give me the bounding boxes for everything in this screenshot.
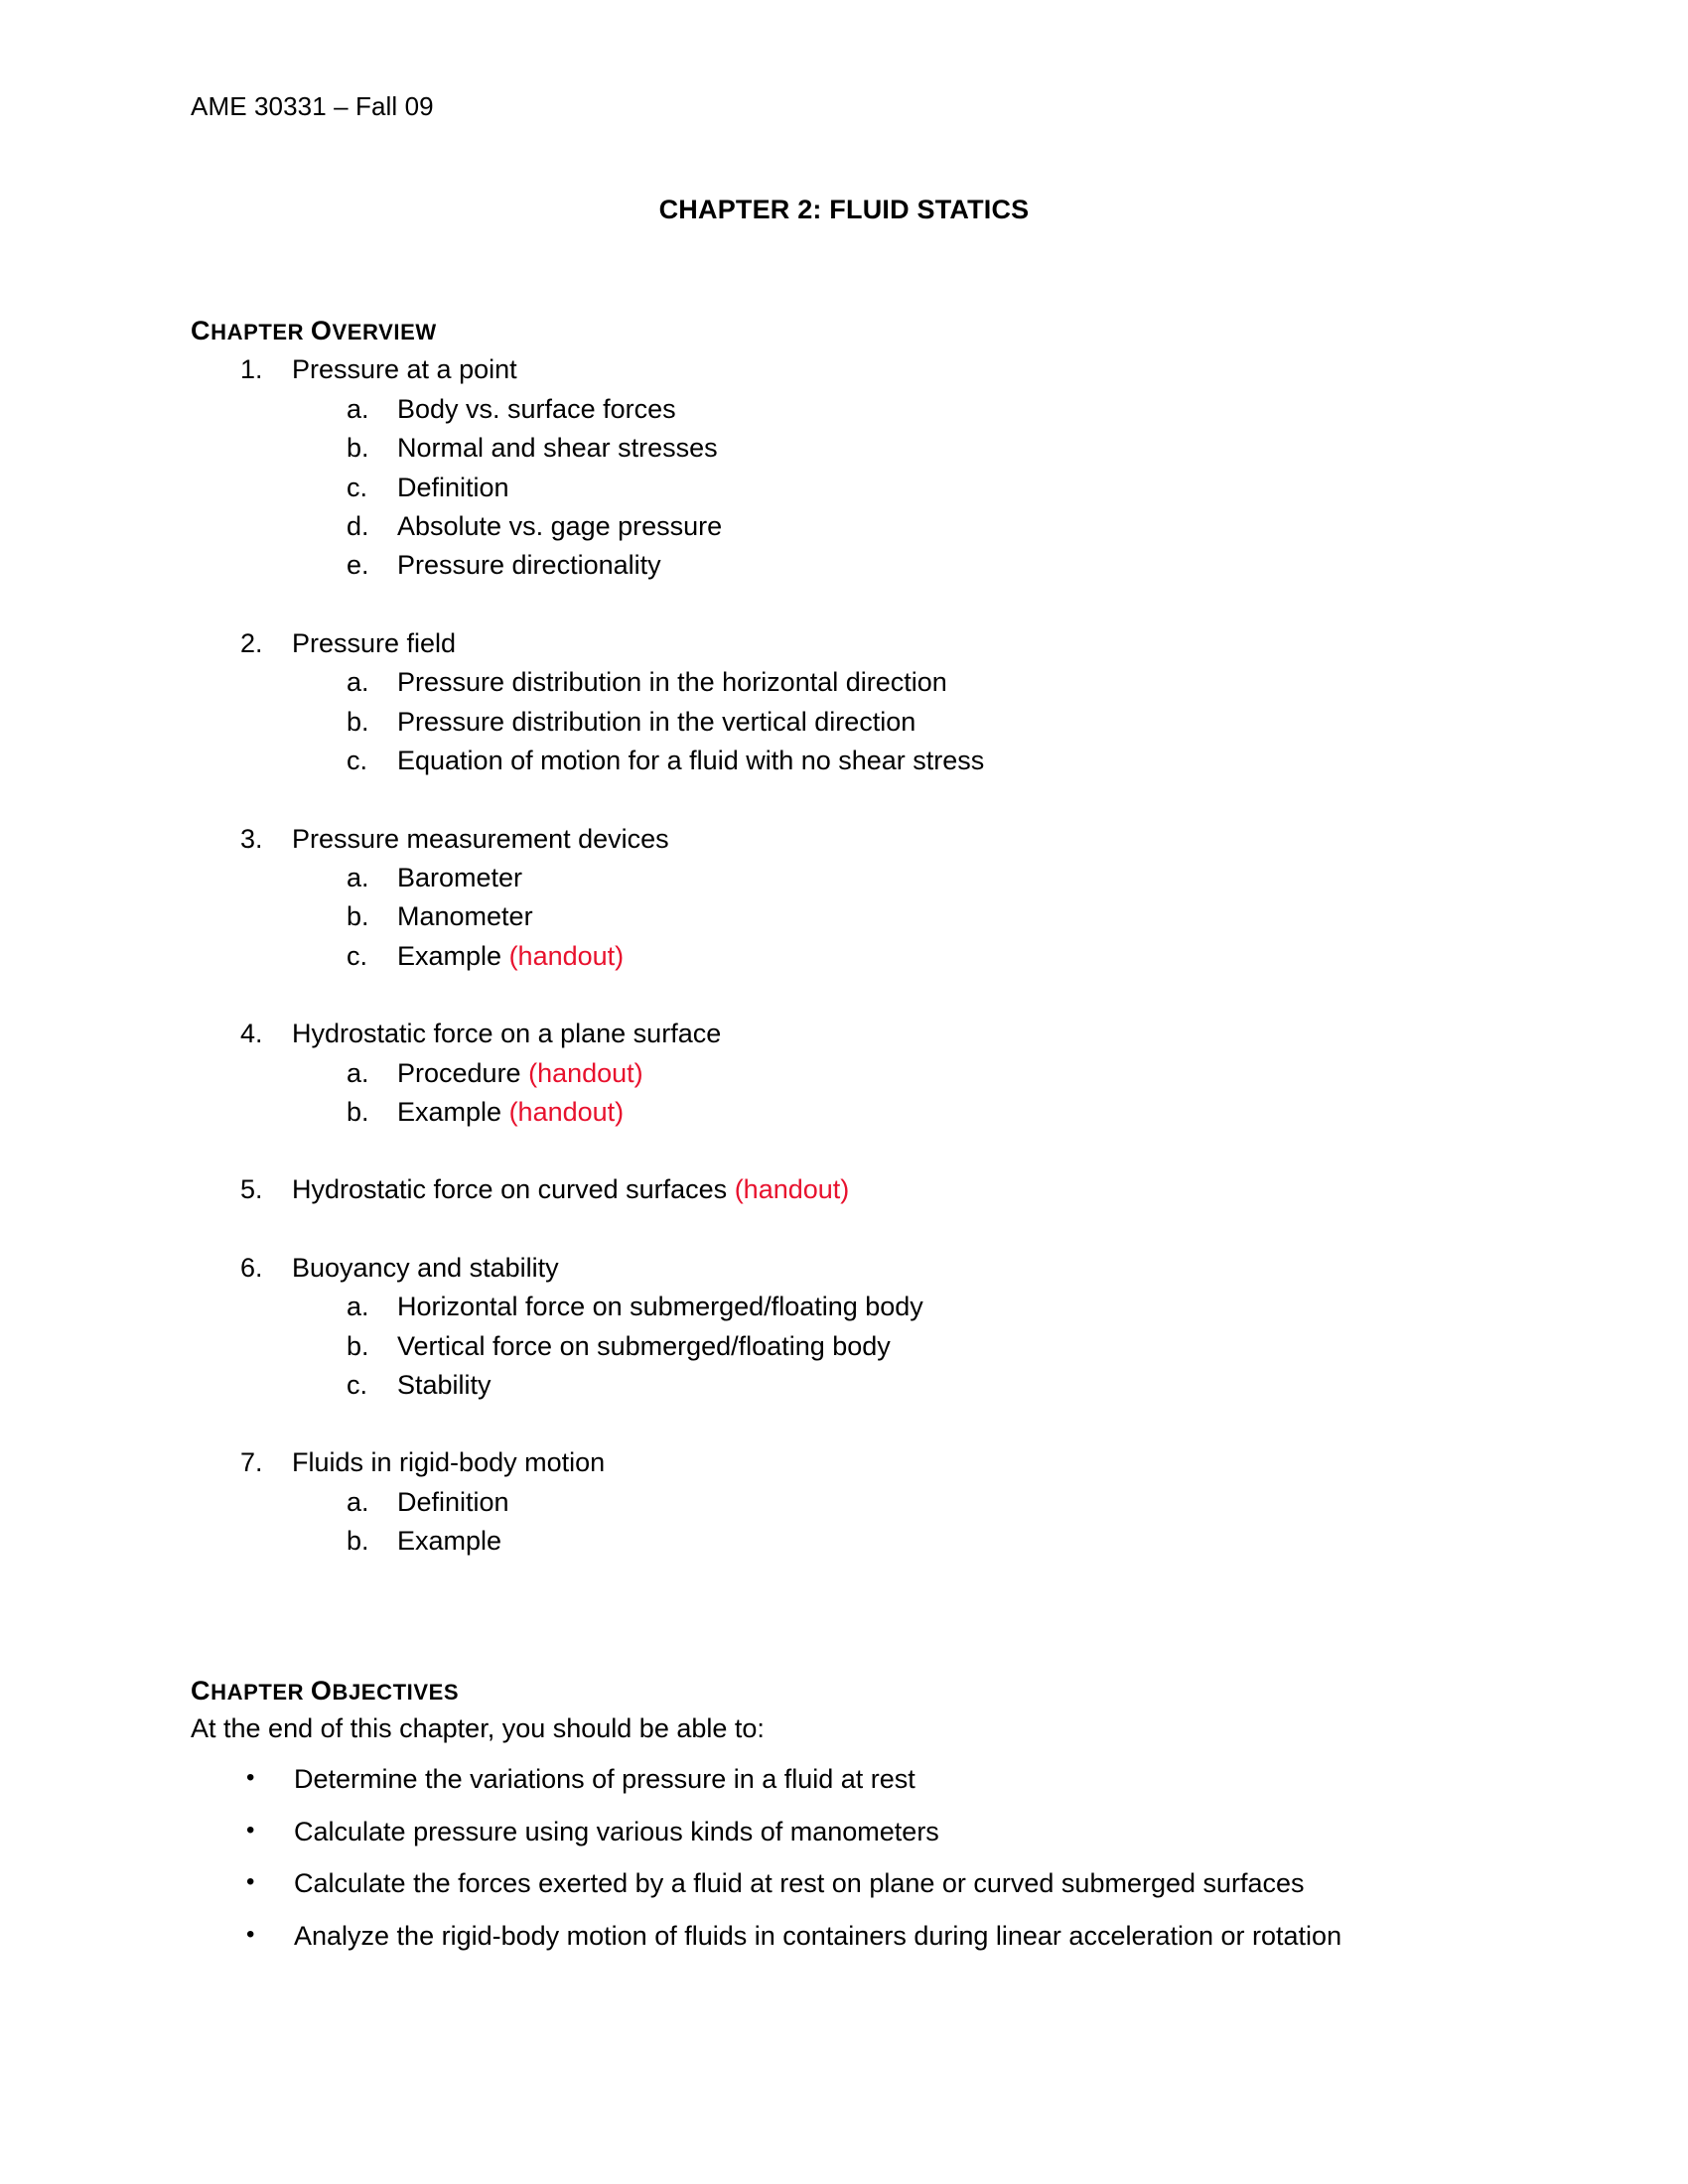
outline-item xyxy=(191,1249,1581,1406)
handout-note: (handout) xyxy=(528,1057,643,1088)
outline-text: Vertical force on submerged/floating body xyxy=(397,1330,891,1361)
list-marker: e. xyxy=(347,550,369,581)
outline-row-level2 xyxy=(191,742,1581,780)
outline-item xyxy=(191,1443,1581,1561)
objectives-intro: At the end of this chapter, you should be able to: xyxy=(191,1713,765,1744)
list-marker: b. xyxy=(347,433,369,464)
outline-row-level2 xyxy=(191,1327,1581,1366)
outline-text: Fluids in rigid-body motion xyxy=(292,1447,606,1478)
list-marker: b. xyxy=(347,1096,369,1127)
chapter-overview-list xyxy=(191,350,1581,1561)
outline-text: Example xyxy=(397,1526,502,1557)
objective-text: Analyze the rigid-body motion of fluids in containers during linear acceleration or rotation xyxy=(294,1920,1342,1951)
outline-item xyxy=(191,1170,1581,1209)
outline-text: Example xyxy=(397,940,509,971)
outline-row-level2 xyxy=(191,1093,1581,1132)
outline-text: Stability xyxy=(397,1369,492,1400)
outline-text: Barometer xyxy=(397,862,523,892)
outline-text: Pressure distribution in the vertical direction xyxy=(397,706,916,737)
list-marker: a. xyxy=(347,862,369,892)
outline-row-level2 xyxy=(191,1288,1581,1326)
list-marker: a. xyxy=(347,1057,369,1088)
outline-text: Hydrostatic force on curved surfaces xyxy=(292,1174,735,1205)
overview-heading-cap-1: C xyxy=(191,316,211,345)
list-marker: d. xyxy=(347,511,369,542)
list-marker: a. xyxy=(347,393,369,424)
outline-text: Body vs. surface forces xyxy=(397,393,676,424)
outline-text: Horizontal force on submerged/floating body xyxy=(397,1292,923,1322)
bullet-icon: • xyxy=(246,1816,255,1843)
outline-text: Example xyxy=(397,1096,509,1127)
outline-text: Pressure directionality xyxy=(397,550,661,581)
outline-row-level1 xyxy=(191,1443,1581,1482)
overview-heading-rest-1: HAPTER xyxy=(211,320,311,344)
objective-text: Calculate the forces exerted by a fluid at rest on plane or curved submerged surfaces xyxy=(294,1868,1305,1899)
list-item xyxy=(191,1813,1581,1851)
objective-text: Determine the variations of pressure in a fluid at rest xyxy=(294,1764,915,1795)
list-marker: b. xyxy=(347,1526,369,1557)
bullet-icon: • xyxy=(246,1764,255,1792)
objectives-heading-cap-2: O xyxy=(310,1675,333,1706)
list-marker: 4. xyxy=(240,1019,263,1049)
outline-text: Equation of motion for a fluid with no shear stress xyxy=(397,746,985,776)
outline-item xyxy=(191,350,1581,585)
outline-row-level2 xyxy=(191,1366,1581,1405)
outline-text: Pressure field xyxy=(292,627,457,658)
list-marker: 3. xyxy=(240,823,263,854)
outline-row-level2 xyxy=(191,1054,1581,1093)
outline-row-level2 xyxy=(191,897,1581,936)
outline-text: Definition xyxy=(397,472,509,502)
outline-row-level1 xyxy=(191,1015,1581,1053)
outline-row-level2 xyxy=(191,507,1581,546)
objectives-heading-cap-1: C xyxy=(191,1675,211,1706)
document-body xyxy=(191,313,1581,1956)
list-marker: a. xyxy=(347,667,369,698)
outline-text: Manometer xyxy=(397,901,533,932)
list-marker: 6. xyxy=(240,1252,263,1283)
outline-item xyxy=(191,1015,1581,1132)
running-header: AME 30331 – Fall 09 xyxy=(191,91,434,121)
outline-item xyxy=(191,624,1581,781)
objectives-heading-rest-1: HAPTER xyxy=(211,1679,311,1705)
outline-row-level1 xyxy=(191,350,1581,389)
list-marker: a. xyxy=(347,1292,369,1322)
handout-note: (handout) xyxy=(508,940,625,971)
outline-row-level2 xyxy=(191,390,1581,429)
outline-row-level2 xyxy=(191,859,1581,897)
list-item xyxy=(191,1760,1581,1799)
outline-text: Pressure measurement devices xyxy=(292,823,669,854)
list-marker: 5. xyxy=(240,1174,263,1205)
outline-row-level1 xyxy=(191,820,1581,859)
outline-row-level2 xyxy=(191,1522,1581,1561)
bullet-icon: • xyxy=(246,1920,255,1948)
outline-row-level2 xyxy=(191,703,1581,742)
outline-text: Normal and shear stresses xyxy=(397,433,718,464)
list-marker: c. xyxy=(347,472,368,502)
chapter-objectives-list xyxy=(191,1760,1581,1956)
outline-row-level2 xyxy=(191,546,1581,585)
outline-text: Absolute vs. gage pressure xyxy=(397,511,723,542)
list-marker: a. xyxy=(347,1486,369,1517)
outline-item xyxy=(191,820,1581,977)
list-item xyxy=(191,1864,1581,1903)
list-marker: 7. xyxy=(240,1447,263,1478)
outline-row-level2 xyxy=(191,1483,1581,1522)
outline-text: Hydrostatic force on a plane surface xyxy=(292,1019,722,1049)
overview-heading-cap-2: O xyxy=(310,316,333,345)
outline-text: Definition xyxy=(397,1486,509,1517)
outline-row-level2 xyxy=(191,937,1581,976)
overview-heading-rest-2: VERVIEW xyxy=(332,320,437,344)
outline-row-level2 xyxy=(191,469,1581,507)
outline-row-level2 xyxy=(191,663,1581,702)
list-marker: b. xyxy=(347,1330,369,1361)
outline-row-level1 xyxy=(191,1249,1581,1288)
list-marker: c. xyxy=(347,746,368,776)
outline-text: Pressure distribution in the horizontal direction xyxy=(397,667,947,698)
list-marker: 2. xyxy=(240,627,263,658)
objective-text: Calculate pressure using various kinds of manometers xyxy=(294,1816,939,1846)
bullet-icon: • xyxy=(246,1868,255,1896)
outline-text: Buoyancy and stability xyxy=(292,1252,559,1283)
outline-row-level1 xyxy=(191,1170,1581,1209)
outline-row-level1 xyxy=(191,624,1581,663)
list-marker: c. xyxy=(347,1369,368,1400)
list-marker: b. xyxy=(347,901,369,932)
page-title: CHAPTER 2: FLUID STATICS xyxy=(658,195,1030,224)
section-spacer xyxy=(191,1562,1581,1673)
list-item xyxy=(191,1917,1581,1956)
list-marker: b. xyxy=(347,706,369,737)
handout-note: (handout) xyxy=(734,1174,850,1205)
objectives-heading-rest-2: BJECTIVES xyxy=(332,1679,460,1705)
list-marker: 1. xyxy=(240,354,263,385)
outline-text: Procedure xyxy=(397,1057,529,1088)
handout-note: (handout) xyxy=(508,1096,625,1127)
chapter-overview-heading xyxy=(191,313,1581,348)
outline-row-level2 xyxy=(191,429,1581,468)
outline-text: Pressure at a point xyxy=(292,354,517,385)
chapter-objectives-heading xyxy=(191,1673,1581,1708)
list-marker: c. xyxy=(347,940,368,971)
